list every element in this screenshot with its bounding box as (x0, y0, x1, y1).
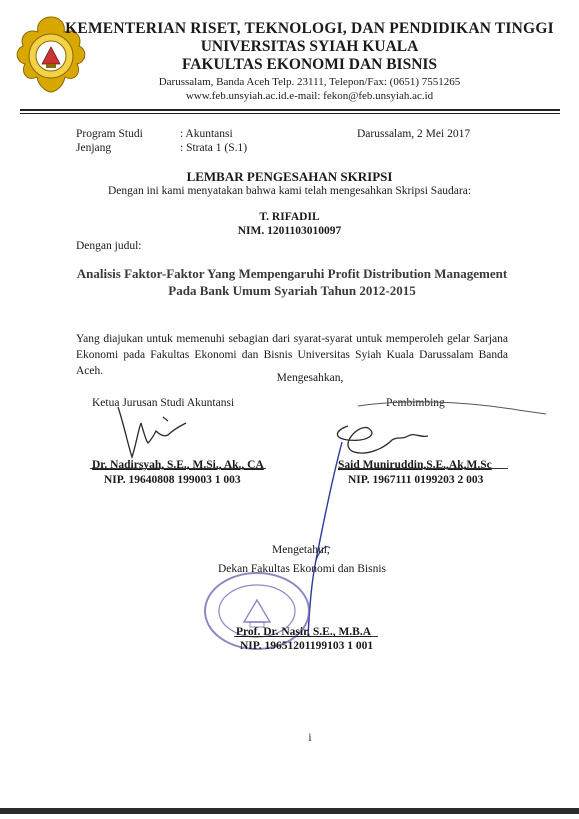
left-signature-mark (108, 405, 198, 461)
right-signer-role: Pembimbing (386, 397, 445, 409)
thesis-title-line2: Pada Bank Umum Syariah Tahun 2012-2015 (168, 283, 416, 298)
program-value: : Akuntansi (180, 128, 233, 140)
left-signer-name: Dr. Nadirsyah, S.E., M.Si., Ak., CA (92, 459, 264, 471)
left-signer-role: Ketua Jurusan Studi Akuntansi (92, 397, 235, 409)
place-date: Darussalam, 2 Mei 2017 (357, 128, 471, 140)
level-value: : Strata 1 (S.1) (180, 142, 248, 154)
university-name: UNIVERSITAS SYIAH KUALA (200, 38, 419, 55)
left-signer-nip: NIP. 19640808 199003 1 003 (104, 474, 241, 486)
student-name: T. RIFADIL (259, 211, 320, 223)
dean-nip: NIP. 19651201199103 1 001 (240, 640, 374, 652)
header-divider-thin (20, 113, 560, 114)
approval-text: Mengesahkan, (276, 372, 344, 384)
faculty-name: FAKULTAS EKONOMI DAN BISNIS (181, 56, 438, 73)
judul-label: Dengan judul: (76, 240, 142, 252)
level-label: Jenjang (76, 142, 112, 154)
purpose-paragraph: Yang diajukan untuk memenuhi sebagian dari syarat-syarat untuk memperoleh gelar Sarjana Ekonomi pada Fakultas Ekonomi dan Bisnis Universitas Syiah Kuala Darussalam Banda Aceh. (76, 333, 508, 377)
known-text: Mengetahui, (272, 544, 330, 556)
dean-name: Prof. Dr. Nasir, S.E., M.B.A (236, 626, 372, 638)
document-title: LEMBAR PENGESAHAN SKRIPSI (186, 169, 393, 184)
student-nim: NIM. 1201103010097 (237, 225, 342, 237)
right-signer-nip: NIP. 1967111 0199203 2 003 (348, 474, 484, 486)
program-label: Program Studi (76, 128, 143, 140)
intro-text: Dengan ini kami menyatakan bahwa kami telah mengesahkan Skripsi Saudara: (107, 185, 472, 197)
faculty-address: Darussalam, Banda Aceh Telp. 23111, Telepon/Fax: (0651) 7551265 (158, 76, 461, 88)
dean-role: Dekan Fakultas Ekonomi dan Bisnis (218, 563, 387, 575)
footer-bar (0, 808, 579, 814)
right-signer-name: Said Muniruddin,S.E.,Ak,M.Sc (338, 459, 492, 471)
thesis-title-line1: Analisis Faktor-Faktor Yang Mempengaruhi Profit Distribution Management (76, 266, 508, 281)
header-divider-thick (20, 109, 560, 111)
ministry-name: KEMENTERIAN RISET, TEKNOLOGI, DAN PENDIDIKAN TINGGI (65, 20, 554, 37)
page-number: i (308, 732, 312, 744)
faculty-contact: www.feb.unsyiah.ac.id.e-mail: fekon@feb.unsyiah.ac.id (185, 90, 434, 102)
